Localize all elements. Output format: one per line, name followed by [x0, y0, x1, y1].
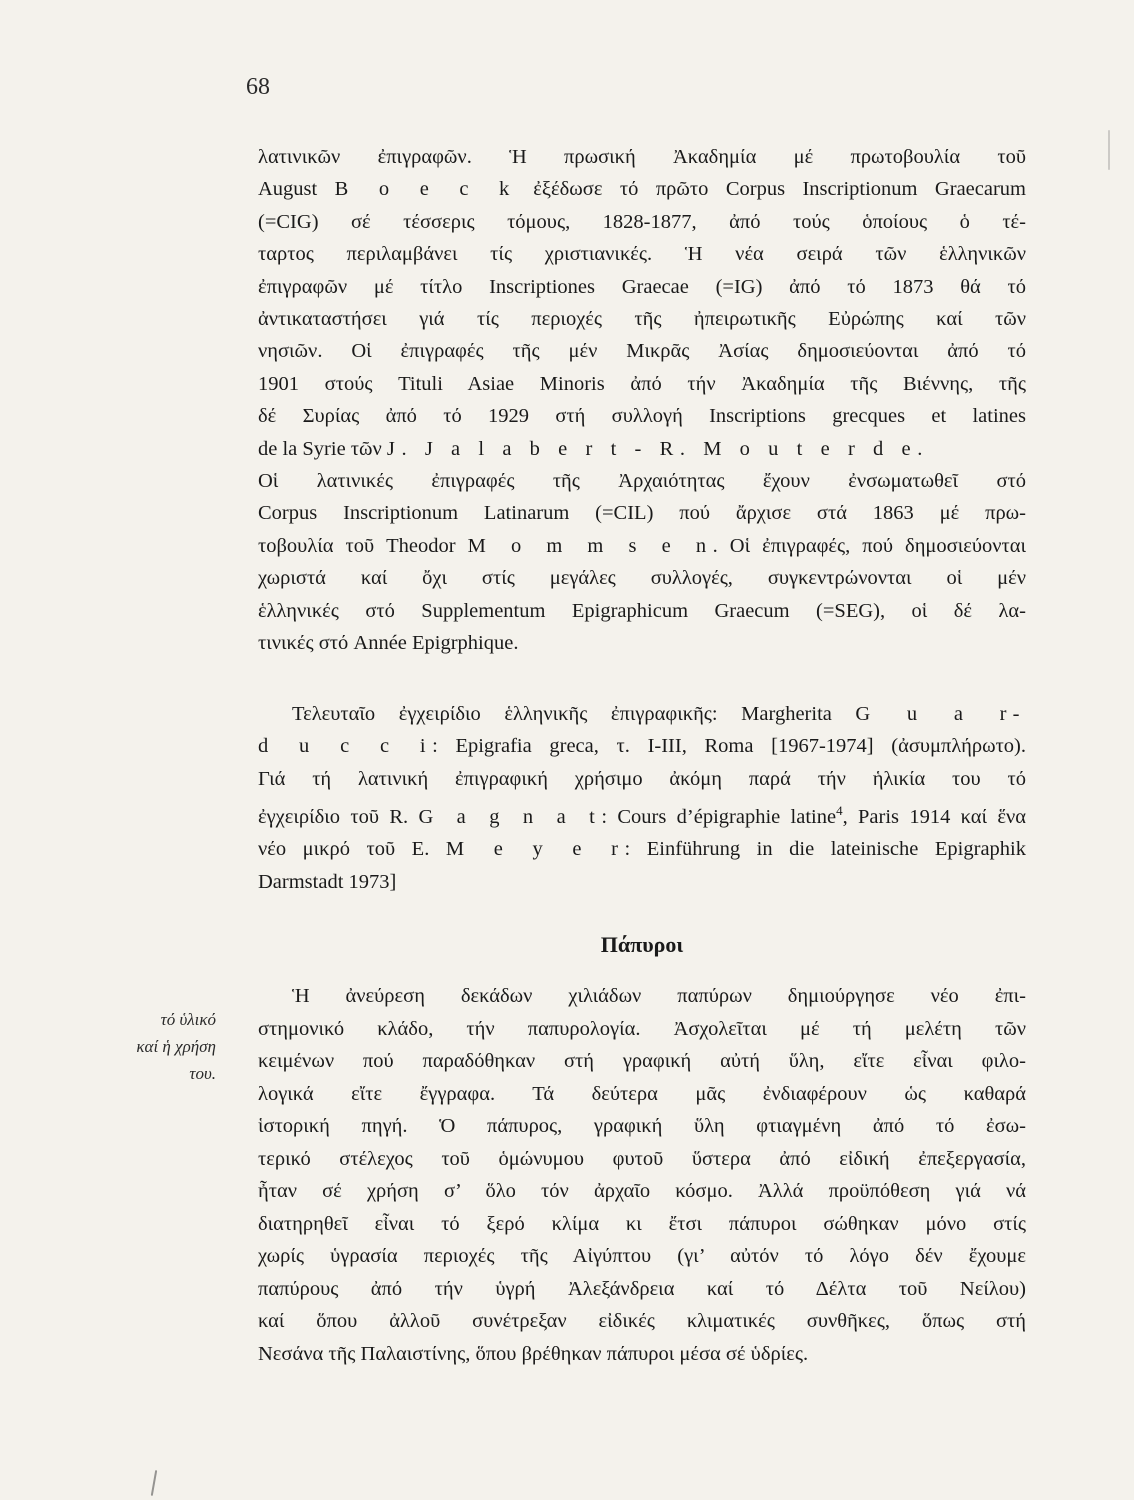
- text-line: ταρτος περιλαμβάνει τίς χριστιανικές. Ἡ νέα σειρά τῶν ἑλληνικῶν: [258, 243, 1026, 266]
- text-line: νέο μικρό τοῦ E. M e y e r: Einführung in die lateinische Epigraphik: [258, 838, 1026, 861]
- text-line: Ἡ ἀνεύρεση δεκάδων χιλιάδων παπύρων δημιούργησε νέο ἐπι-: [292, 985, 1026, 1007]
- text-line: August B o e c k ἐξέδωσε τό πρῶτο Corpus Inscriptionum Graecarum: [258, 178, 1026, 201]
- text-line: διατηρηθεῖ εἶναι τό ξερό κλίμα κι ἔτσι πάπυροι σώθηκαν μόνο στίς: [258, 1212, 1026, 1235]
- margin-note-line: καί ἡ χρήση: [136, 1037, 216, 1056]
- text-line: τερικό στέλεχος τοῦ ὁμώνυμου φυτοῦ ὕστερα ἀπό εἰδική ἐπεξεργασία,: [258, 1147, 1026, 1170]
- paragraph-papyri: [258, 980, 1026, 1370]
- section-heading: Πάπυροι: [600, 932, 684, 957]
- text-line: ἑλληνικές στό Supplementum Epigraphicum Graecum (=SEG), οἱ δέ λα-: [258, 599, 1026, 622]
- text-line: λατινικῶν ἐπιγραφῶν. Ἡ πρωσική Ἀκαδημία μέ πρωτοβουλία τοῦ: [258, 146, 1026, 168]
- author-name-spaced: B o e c k: [334, 178, 516, 201]
- text-line: ἦταν σέ χρήση σ’ ὅλο τόν ἀρχαῖο κόσμο. Ἀλλά προϋπόθεση γιά νά: [258, 1180, 1026, 1202]
- text-line: παπύρους ἀπό τήν ὑγρή Ἀλεξάνδρεια καί τό Δέλτα τοῦ Νείλου): [258, 1277, 1026, 1300]
- margin-note-line: τό ὑλικό: [160, 1010, 216, 1029]
- margin-note-line: του.: [189, 1064, 216, 1083]
- text-line: νησιῶν. Οἱ ἐπιγραφές τῆς μέν Μικρᾶς Ἀσίας δημοσιεύονται ἀπό τό: [258, 340, 1026, 363]
- author-name-spaced: J. J a l a b e r t - R. M o u t e r d e: [386, 437, 918, 460]
- author-name-spaced: M e y e r: [445, 838, 625, 861]
- text-line: ἀντικαταστήσει γιά τίς περιοχές τῆς ἠπειρωτικῆς Εὐρώπης καί τῶν: [258, 308, 1026, 331]
- text-line: ἐπιγραφῶν μέ τίτλο Inscriptiones Graecae (=IG) ἀπό τό 1873 θά τό: [258, 275, 1026, 298]
- text-line: χωρίς ὑγρασία περιοχές τῆς Αἰγύπτου (γι’ αὐτόν τό λόγο δέν ἔχουμε: [258, 1245, 1026, 1267]
- text-line: Darmstadt 1973]: [258, 870, 397, 893]
- text-line: Τελευταῖο ἐγχειρίδιο ἑλληνικῆς ἐπιγραφικῆς: Margherita G u a r-: [292, 703, 1026, 725]
- text-line: λογικά εἴτε ἔγγραφα. Τά δεύτερα μᾶς ἐνδιαφέρουν ὡς καθαρά: [258, 1082, 1026, 1105]
- scan-mark: [1108, 130, 1110, 170]
- text-line: ἱστορική πηγή. Ὁ πάπυρος, γραφική ὕλη φτιαγμένη ἀπό τό ἐσω-: [258, 1115, 1026, 1137]
- text-line: Γιά τή λατινική ἐπιγραφική χρήσιμο ἀκόμη παρά τήν ἡλικία του τό: [258, 767, 1026, 790]
- text-line: Νεσάνα τῆς Παλαιστίνης, ὅπου βρέθηκαν πάπυροι μέσα σέ ὑδρίες.: [258, 1342, 809, 1365]
- text-line: κειμένων πού παραδόθηκαν στή γραφική αὐτή ὕλη, εἴτε εἶναι φιλο-: [258, 1050, 1026, 1072]
- author-name-spaced: M o m m s e n: [467, 534, 713, 557]
- text-line: de la Syrie τῶν J. J a l a b e r t - R. M o u t e r d e.: [258, 437, 923, 460]
- paragraph-inscription-corpora: [258, 141, 1026, 660]
- text-line: Οἱ λατινικές ἐπιγραφές τῆς Ἀρχαιότητας ἔχουν ἐνσωματωθεῖ στό: [258, 470, 1026, 493]
- text-line: τοβουλία τοῦ Theodor M o m m s e n. Οἱ ἐπιγραφές, πού δημοσιεύονται: [258, 534, 1026, 557]
- margin-note: [136, 1006, 216, 1087]
- edition-superscript: 4: [836, 803, 843, 819]
- page-number: 68: [246, 74, 270, 100]
- text-line: Corpus Inscriptionum Latinarum (=CIL) πού ἄρχισε στά 1863 μέ πρω-: [258, 502, 1026, 525]
- text-line: δέ Συρίας ἀπό τό 1929 στή συλλογή Inscriptions grecques et latines: [258, 405, 1026, 428]
- text-line: (=CIG) σέ τέσσερις τόμους, 1828-1877, ἀπό τούς ὁποίους ὁ τέ-: [258, 210, 1026, 233]
- text-line: χωριστά καί ὄχι στίς μεγάλες συλλογές, συγκεντρώνονται οἱ μέν: [258, 567, 1026, 590]
- text-line: 1901 στούς Tituli Asiae Minoris ἀπό τήν Ἀκαδημία τῆς Βιέννης, τῆς: [258, 372, 1026, 395]
- text-line: τινικές στό Année Epigrphique.: [258, 632, 519, 655]
- scan-mark: [151, 1470, 157, 1496]
- paragraph-handbooks: [258, 698, 1026, 898]
- text-line: καί ὅπου ἀλλοῦ συνέτρεξαν εἰδικές κλιματικές συνθῆκες, ὅπως στή: [258, 1310, 1026, 1332]
- text-line: ἐγχειρίδιο τοῦ R. G a g n a t: Cours d’épigraphie latine$^4$, Paris 1914 καί ἕνα: [258, 803, 1026, 829]
- text-line: στημονικό κλάδο, τήν παπυρολογία. Ἀσχολεῖται μέ τή μελέτη τῶν: [258, 1017, 1026, 1040]
- text-line: d u c c i: Epigrafia greca, τ. I-III, Roma [1967-1974] (ἀσυμπλήρωτο).: [258, 735, 1027, 758]
- author-name-spaced: G a g n a t: [418, 806, 602, 829]
- author-name-spaced: d u c c i: [258, 735, 433, 758]
- author-name-spaced: G u a r-: [855, 703, 1026, 725]
